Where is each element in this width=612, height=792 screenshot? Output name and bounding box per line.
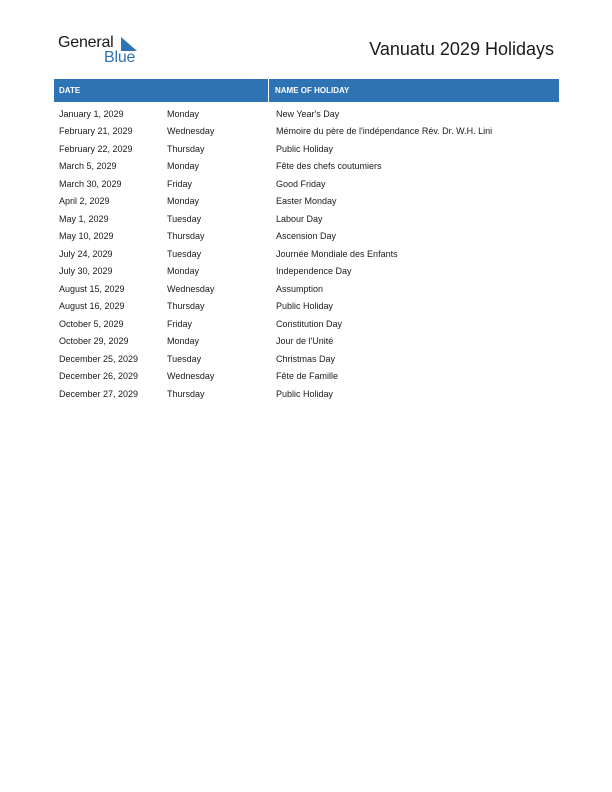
cell-holiday-name: Public Holiday — [276, 301, 334, 312]
cell-date: February 21, 2029 — [59, 126, 133, 137]
cell-date: April 2, 2029 — [59, 196, 110, 207]
cell-weekday: Monday — [167, 161, 200, 172]
cell-weekday: Monday — [167, 336, 200, 347]
cell-date: August 15, 2029 — [59, 283, 125, 294]
cell-date: January 1, 2029 — [59, 108, 124, 119]
cell-weekday: Tuesday — [167, 353, 202, 364]
table-row — [54, 385, 559, 403]
cell-weekday: Thursday — [167, 143, 205, 154]
header-holiday-name: NAME OF HOLIDAY — [275, 86, 350, 95]
cell-date: May 10, 2029 — [59, 231, 114, 242]
cell-weekday: Monday — [167, 266, 200, 277]
cell-holiday-name: Journée Mondiale des Enfants — [276, 248, 398, 259]
cell-date: August 16, 2029 — [59, 301, 125, 312]
cell-weekday: Monday — [167, 108, 200, 119]
cell-holiday-name: Good Friday — [276, 178, 326, 189]
cell-date: December 25, 2029 — [59, 353, 139, 364]
cell-weekday: Friday — [167, 178, 193, 189]
cell-weekday: Tuesday — [167, 248, 202, 259]
cell-weekday: Monday — [167, 196, 200, 207]
cell-date: December 26, 2029 — [59, 371, 139, 382]
table-header — [54, 79, 559, 102]
cell-date: October 29, 2029 — [59, 336, 129, 347]
page-title: Vanuatu 2029 Holidays — [369, 39, 554, 59]
cell-holiday-name: Independence Day — [276, 266, 352, 277]
cell-holiday-name: Easter Monday — [276, 196, 337, 207]
cell-holiday-name: Public Holiday — [276, 388, 334, 399]
cell-weekday: Friday — [167, 318, 193, 329]
table-row — [54, 140, 559, 158]
brand-logo — [58, 34, 148, 68]
table-row — [54, 158, 559, 176]
cell-holiday-name: Labour Day — [276, 213, 323, 224]
table-row — [54, 333, 559, 351]
cell-date: July 30, 2029 — [59, 266, 113, 277]
cell-weekday: Thursday — [167, 301, 205, 312]
table-row — [54, 298, 559, 316]
table-row — [54, 280, 559, 298]
table-row — [54, 245, 559, 263]
cell-weekday: Wednesday — [167, 371, 215, 382]
logo-word-general: General — [58, 34, 114, 51]
cell-weekday: Wednesday — [167, 126, 215, 137]
table-row — [54, 315, 559, 333]
cell-date: February 22, 2029 — [59, 143, 133, 154]
table-row — [54, 368, 559, 386]
header-date: DATE — [54, 79, 269, 102]
cell-date: May 1, 2029 — [59, 213, 109, 224]
cell-weekday: Thursday — [167, 388, 205, 399]
table-row — [54, 263, 559, 281]
table-row — [54, 350, 559, 368]
table-row — [54, 228, 559, 246]
cell-holiday-name: Assumption — [276, 283, 324, 294]
cell-holiday-name: Fête des chefs coutumiers — [276, 161, 382, 172]
cell-date: December 27, 2029 — [59, 388, 139, 399]
logo-word-blue: Blue — [104, 49, 136, 66]
cell-holiday-name: Mémoire du père de l'indépendance Rév. Dr. W.H. Lini — [276, 126, 493, 137]
cell-holiday-name: Jour de l'Unité — [276, 336, 334, 347]
cell-holiday-name: New Year's Day — [276, 108, 340, 119]
table-row — [54, 193, 559, 211]
holiday-table — [54, 79, 559, 403]
table-row — [54, 175, 559, 193]
table-body — [54, 102, 559, 403]
cell-weekday: Thursday — [167, 231, 205, 242]
cell-weekday: Wednesday — [167, 283, 215, 294]
table-row — [54, 123, 559, 141]
cell-holiday-name: Christmas Day — [276, 353, 336, 364]
cell-holiday-name: Constitution Day — [276, 318, 343, 329]
cell-weekday: Tuesday — [167, 213, 202, 224]
cell-date: July 24, 2029 — [59, 248, 113, 259]
cell-holiday-name: Ascension Day — [276, 231, 337, 242]
cell-date: October 5, 2029 — [59, 318, 124, 329]
table-row — [54, 105, 559, 123]
cell-date: March 5, 2029 — [59, 161, 117, 172]
cell-date: March 30, 2029 — [59, 178, 122, 189]
cell-holiday-name: Fête de Famille — [276, 371, 339, 382]
cell-holiday-name: Public Holiday — [276, 143, 334, 154]
table-row — [54, 210, 559, 228]
